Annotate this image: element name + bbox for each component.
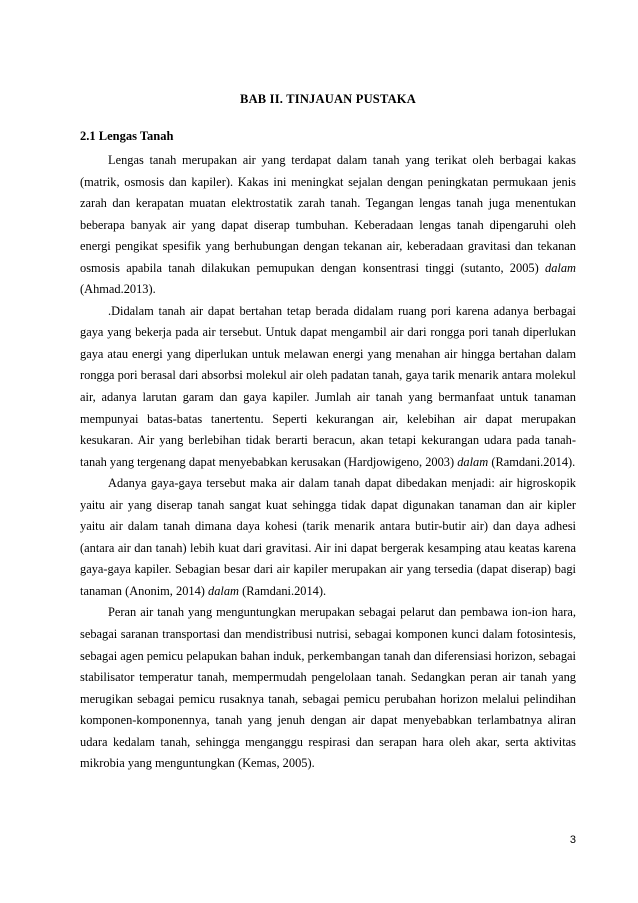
paragraph-gaya-gaya	[80, 473, 576, 602]
paragraph-text: .Didalam tanah air dapat bertahan tetap berada didalam ruang pori karena adanya berbagai gaya yang bekerja pada air tersebut. Untuk dapat mengambil air dari rongga pori tanah diperlukan gaya atau energi yang diperlukan untuk melawan energi yang menahan air hingga bertahan dalam rongga pori berasal dari absorbsi molekul air oleh padatan tanah, gaya tarik menarik antara molekul air, adanya larutan garam dan gaya kapiler. Jumlah air tanah yang bermanfaat untuk tanaman mempunyai batas-batas tanertentu. Seperti kekurangan air, kelebihan air dapat merupakan kesukaran. Air yang berlebihan tidak berarti beracun, akan tetapi kekurangan udara pada tanah-tanah yang tergenang dapat menyebabkan kerusakan (Hardjowigeno, 2003)	[80, 303, 576, 469]
paragraph-peran-air	[80, 602, 576, 774]
citation-source: (Ramdani.2014).	[491, 454, 576, 469]
paragraph-lengas-tanah	[80, 150, 576, 301]
body-text	[80, 150, 576, 775]
paragraph-text: Adanya gaya-gaya tersebut maka air dalam tanah dapat dibedakan menjadi: air higroskopik yaitu air yang diserap tanah sangat kuat sehingga tidak dapat digunakan tanaman dan air kipler yaitu air dalam tanah dimana daya kohesi (tarik menarik antara butir-butir air) dan daya adhesi (antara air dan tanah) lebih kuat dari gravitasi. Air ini dapat bergerak kesamping atau keatas karena gaya-gaya kapiler. Sebagian besar dari air kapiler merupakan air yang tersedia (dapat diserap) bagi tanaman (Anonim, 2014)	[80, 476, 576, 598]
paragraph-didalam-tanah	[80, 301, 576, 473]
page-number: 3	[569, 834, 576, 846]
citation-dalam: dalam	[457, 454, 489, 469]
citation-source: (Ahmad.2013).	[80, 282, 156, 297]
chapter-title: BAB II. TINJAUAN PUSTAKA	[240, 92, 416, 106]
paragraph-text: Peran air tanah yang menguntungkan merupakan sebagai pelarut dan pembawa ion-ion hara, sebagai saranan transportasi dan mendistribusi nutrisi, sebagai komponen kunci dalam fotosintesis, sebagai agen pemicu pelapukan bahan induk, perkembangan tanah dan diferensiasi horizon, sebagai stabilisator temperatur tanah, mempermudah pengelolaan tanah. Sedangkan peran air tanah yang merugikan sebagai pemicu rusaknya tanah, sebagai pemicu perubahan horizon melalui pelindihan komponen-komponennya, tanah yang jenuh dengan air dapat menyebabkan terlambatnya aliran udara kedalam tanah, sehingga menganggu respirasi dan serapan hara oleh akar, serta aktivitas mikrobia yang menguntungkan (Kemas, 2005).	[80, 605, 576, 771]
citation-dalam: dalam	[545, 260, 576, 275]
citation-source: (Ramdani.2014).	[242, 583, 327, 598]
paragraph-text: Lengas tanah merupakan air yang terdapat dalam tanah yang terikat oleh berbagai kakas (matrik, osmosis dan kapiler). Kakas ini meningkat sejalan dengan peningkatan permukaan jenis zarah dan kerapatan muatan elektrostatik zarah tanah. Tegangan lengas tanah juga menentukan beberapa banyak air yang dapat diserap tumbuhan. Keberadaan lengas tanah dipengaruhi oleh energi pengikat spesifik yang berhubungan dengan tekanan air, keberadaan gravitasi dan tekanan osmosis apabila tanah dilakukan pemupukan dengan konsentrasi tinggi (sutanto, 2005)	[80, 153, 576, 275]
section-title: 2.1 Lengas Tanah	[80, 129, 174, 143]
citation-dalam: dalam	[208, 583, 240, 598]
